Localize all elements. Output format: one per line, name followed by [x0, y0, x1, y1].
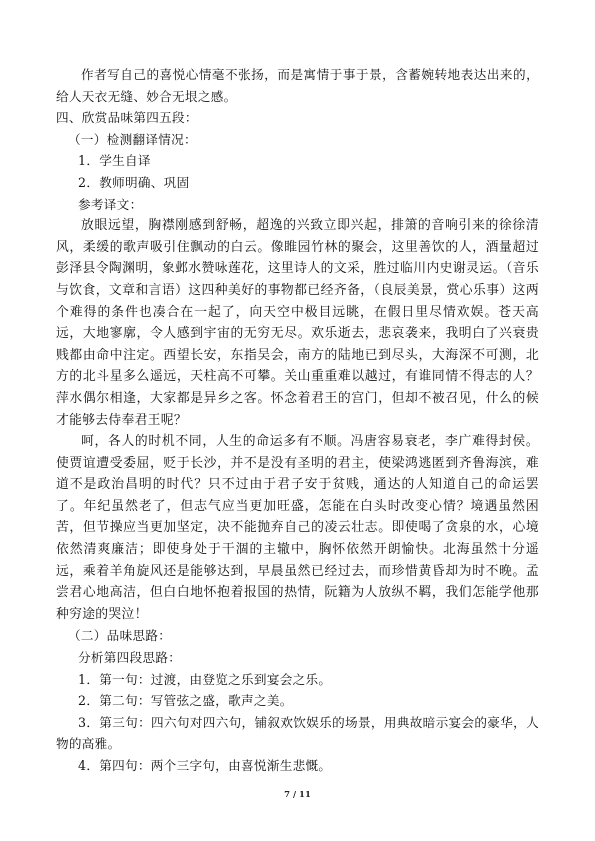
- translation-paragraph: 放眼远望，胸襟刚感到舒畅，超逸的兴致立即兴起，排箫的音响引来的徐徐清风，柔缓的歌声吸引住飘动的白云。像睢园竹林的聚会，这里善饮的人，酒量超过彭泽县令陶渊明，象邺水赞咏莲花，这里诗人的文采，胜过临川内史谢灵运。（音乐与饮食，文章和言语）这四种美好的事物都已经齐备，（良辰美景，赏心乐事）这两个难得的条件也凑合在一起了，向天空中极目远眺，在假日里尽情欢娱。苍天高远，大地寥廓，令人感到宇宙的无穷无尽。欢乐逝去，悲哀袭来，我明白了兴衰贵贱都由命中注定。西望长安，东指吴会，南方的陆地已到尽头，大海深不可测，北方的北斗星多么遥远，天柱高不可攀。关山重重难以越过，有谁同情不得志的人？萍水偶尔相逢，大家都是异乡之客。怀念着君王的宫门，但却不被召见，什么的候才能够去侍奉君王呢？: [56, 218, 539, 428]
- list-item: 4．第四句：两个三字句，由喜悦渐生悲慨。: [78, 758, 332, 773]
- page-number: 7 / 11: [284, 790, 311, 800]
- translation-paragraph: 呵，各人的时机不同，人生的命运多有不顺。冯唐容易衰老，李广难得封侯。使贾谊遭受委屈，贬于长沙，并不是没有圣明的君主，使梁鸿逃匿到齐鲁海滨，难道不是政治昌明的时代？只不过由于君子安于贫贱，通达的人知道自己的命运罢了。年纪虽然老了，但志气应当更加旺盛，怎能在白头时改变心情？境遇虽然困苦，但节操应当更加坚定，决不能抛弃自己的凌云壮志。即使喝了贪泉的水，心境依然清爽廉洁；即使身处于干涸的主辙中，胸怀依然开朗愉快。北海虽然十分遥远，乘着羊角旋风还是能够达到，早晨虽然已经过去，而珍惜黄昏却为时不晚。孟尝君心地高洁，但白白地怀抱着报国的热情，阮籍为人放纵不羁，我们怎能学他那种穷途的哭泣！: [56, 434, 539, 622]
- reference-translation-label: 参考译文：: [78, 196, 143, 212]
- list-item: 2．第二句：写管弦之盛，歌声之美。: [78, 693, 293, 709]
- document-body: [56, 64, 539, 777]
- list-item: 3．第三句：四六句对四六句，铺叙欢饮娱乐的场景，用典故暗示宴会的豪华，人物的高雅。: [56, 714, 539, 752]
- analysis-label: 分析第四段思路：: [78, 650, 182, 666]
- list-item: 2．教师明确、巩固: [78, 174, 190, 190]
- intro-paragraph: 作者写自己的喜悦心情毫不张扬，而是寓情于事于景，含蓄婉转地表达出来的，给人天衣无缝、妙合无垠之感。: [56, 67, 539, 104]
- list-item: 1．学生自译: [78, 153, 151, 169]
- section-heading-four: 四、欣赏品味第四五段：: [56, 110, 198, 126]
- subsection-heading-thinking: （二）品味思路：: [68, 628, 172, 644]
- list-item: 1．第一句：过渡，由登览之乐到宴会之乐。: [78, 671, 332, 687]
- subsection-heading-translation: （一）检测翻译情况：: [68, 131, 197, 147]
